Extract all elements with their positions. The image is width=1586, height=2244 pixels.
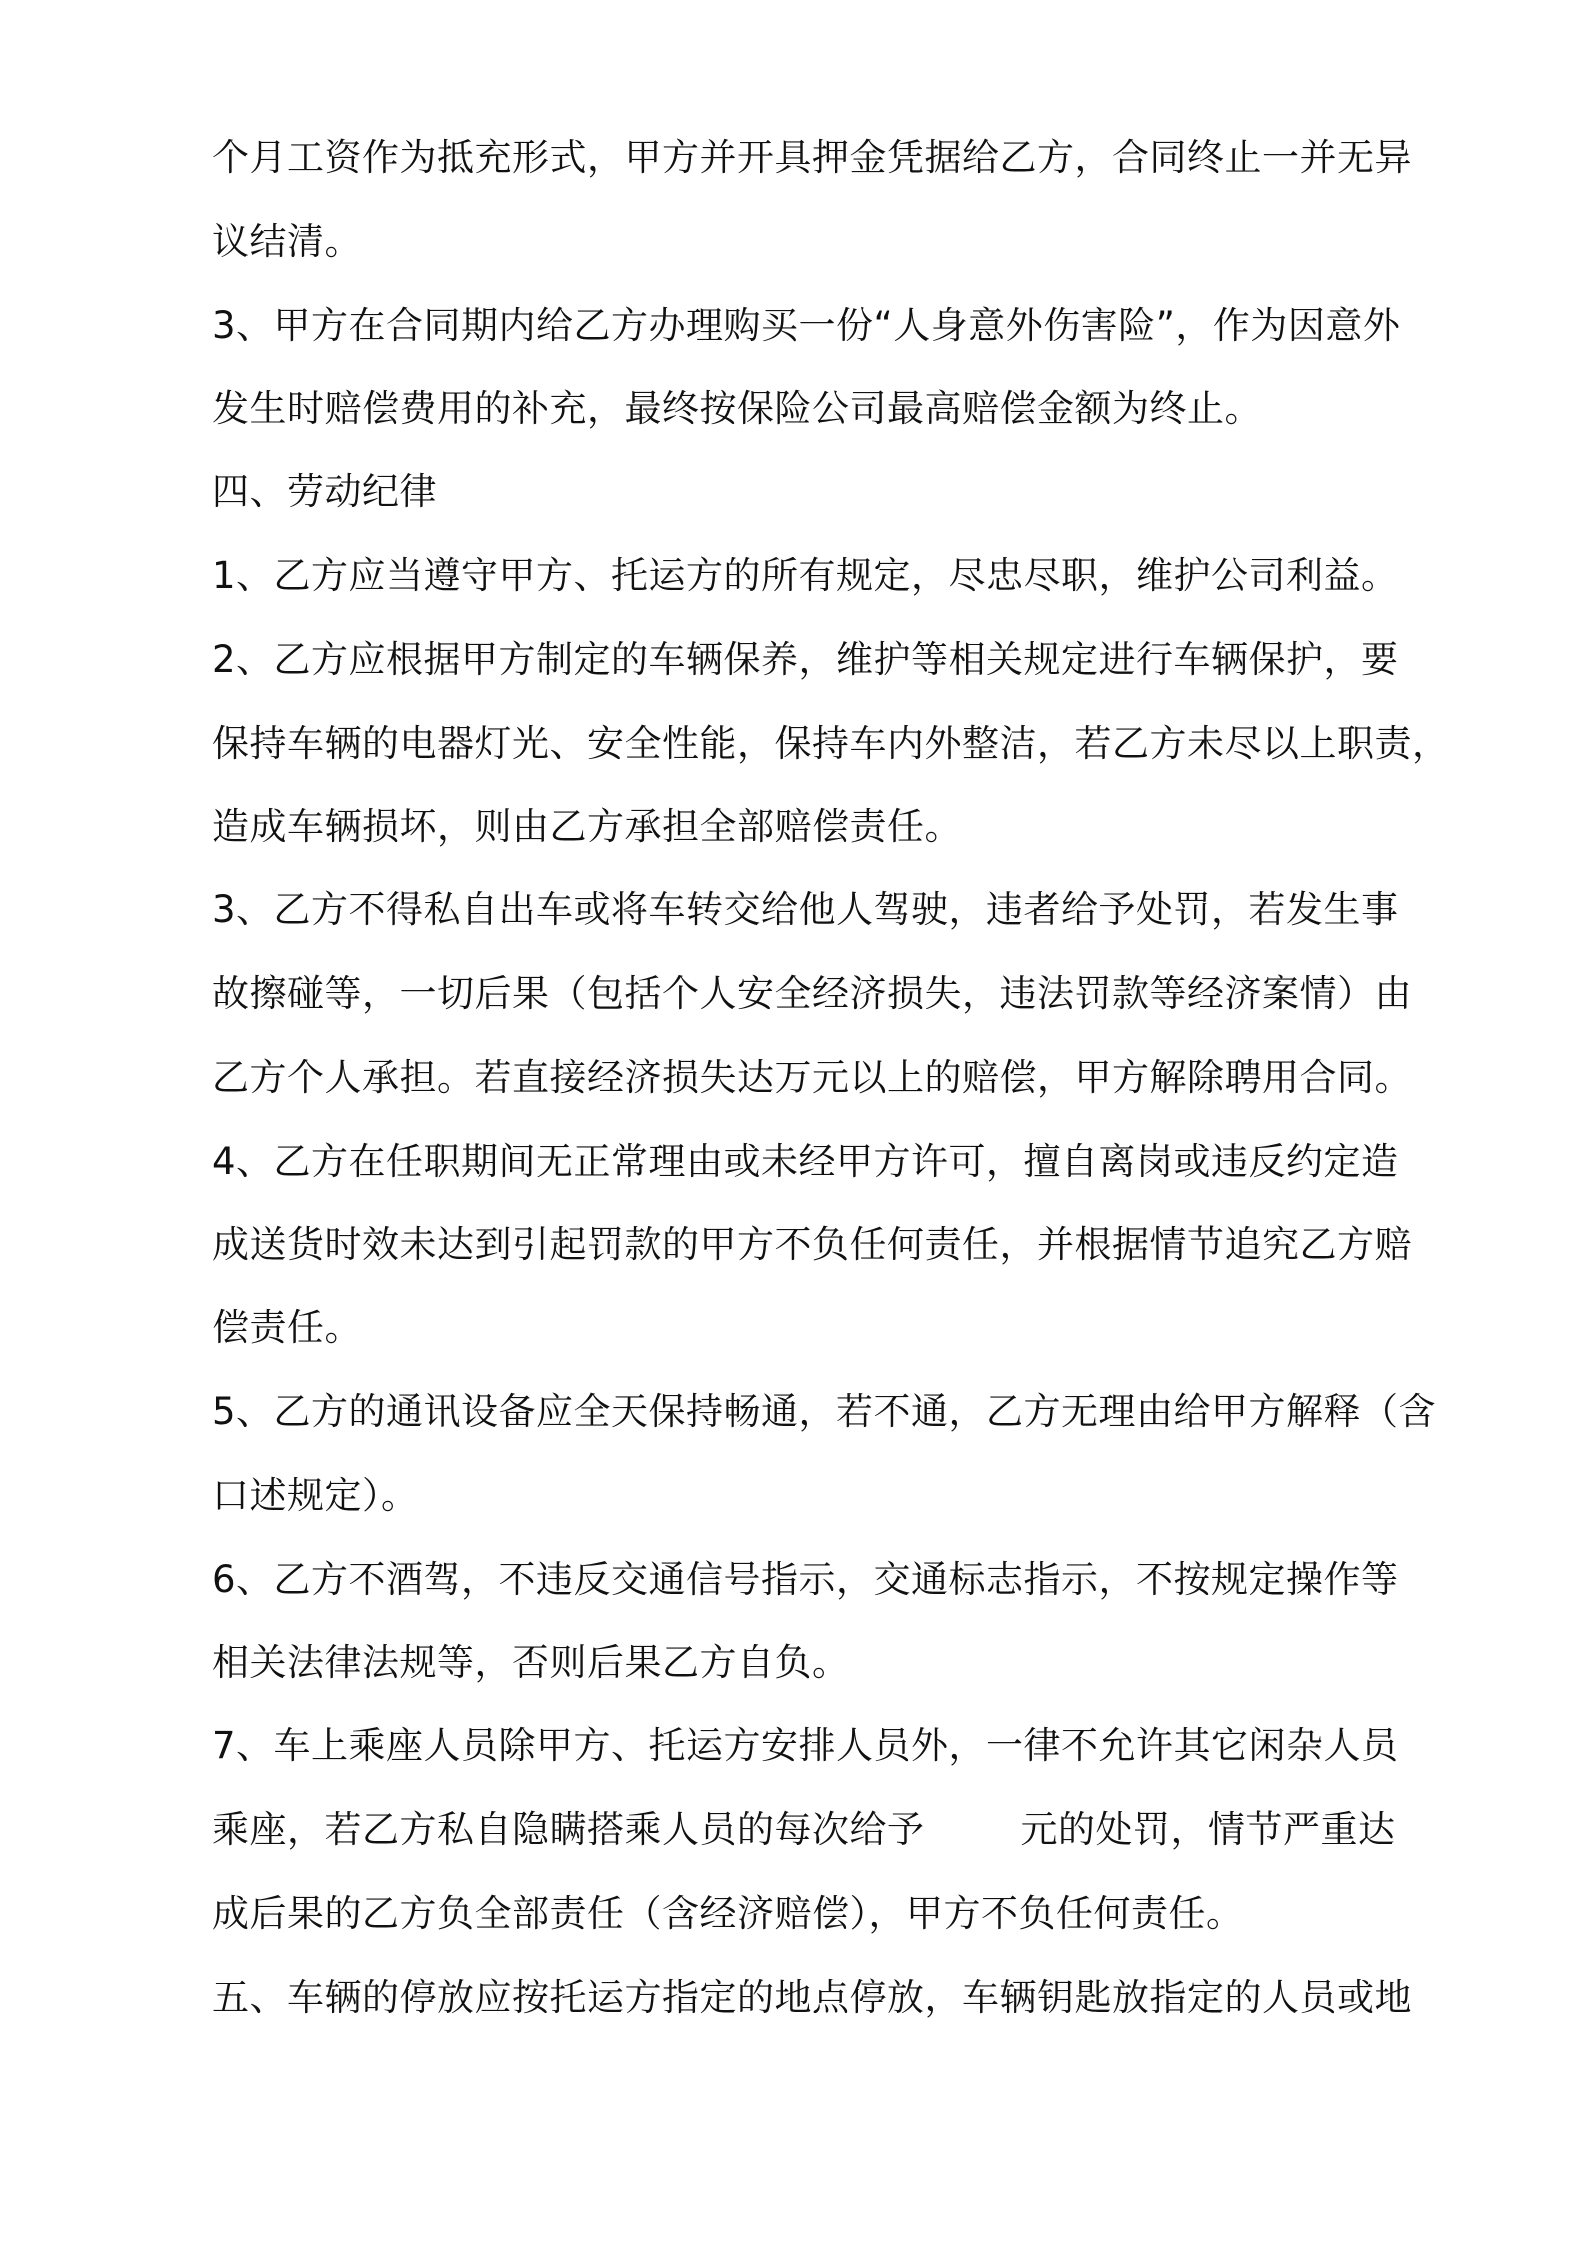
text-line: 相关法律法规等，否则后果乙方自负。 bbox=[212, 1641, 850, 1684]
text-line: 乙方个人承担。若直接经济损失达万元以上的赔偿，甲方解除聘用合同。 bbox=[212, 1056, 1412, 1099]
text-line bbox=[212, 1806, 1396, 1854]
text-line: 口述规定）。 bbox=[212, 1474, 419, 1517]
section-heading: 四、劳动纪律 bbox=[212, 470, 437, 513]
text-line: 2、乙方应根据甲方制定的车辆保养，维护等相关规定进行车辆保护，要 bbox=[212, 638, 1399, 681]
text-line: 3、乙方不得私自出车或将车转交给他人驾驶，违者给予处罚，若发生事 bbox=[212, 888, 1399, 931]
text-line: 成后果的乙方负全部责任（含经济赔偿），甲方不负任何责任。 bbox=[212, 1892, 1244, 1935]
text-line: 发生时赔偿费用的补充，最终按保险公司最高赔偿金额为终止。 bbox=[212, 387, 1262, 430]
text-line: 1、乙方应当遵守甲方、托运方的所有规定，尽忠尽职，维护公司利益。 bbox=[212, 554, 1399, 597]
text-line: 议结清。 bbox=[212, 220, 362, 263]
text-segment: 元的处罚，情节严重达 bbox=[1020, 1808, 1396, 1851]
text-line: 偿责任。 bbox=[212, 1306, 362, 1349]
text-line: 故擦碰等，一切后果（包括个人安全经济损失，违法罚款等经济案情）由 bbox=[212, 972, 1412, 1015]
text-line: 6、乙方不酒驾，不违反交通信号指示，交通标志指示，不按规定操作等 bbox=[212, 1558, 1399, 1601]
text-line: 3、甲方在合同期内给乙方办理购买一份“人身意外伤害险”，作为因意外 bbox=[212, 304, 1401, 347]
text-line: 造成车辆损坏，则由乙方承担全部赔偿责任。 bbox=[212, 805, 962, 848]
section-heading: 五、车辆的停放应按托运方指定的地点停放，车辆钥匙放指定的人员或地 bbox=[212, 1976, 1412, 2019]
text-line: 保持车辆的电器灯光、安全性能，保持车内外整洁，若乙方未尽以上职责， bbox=[212, 722, 1450, 765]
text-line: 5、乙方的通讯设备应全天保持畅通，若不通，乙方无理由给甲方解释（含 bbox=[212, 1390, 1437, 1433]
text-line: 7、车上乘座人员除甲方、托运方安排人员外，一律不允许其它闲杂人员 bbox=[212, 1724, 1399, 1767]
text-line: 个月工资作为抵充形式，甲方并开具押金凭据给乙方，合同终止一并无异 bbox=[212, 136, 1412, 179]
text-line: 成送货时效未达到引起罚款的甲方不负任何责任，并根据情节追究乙方赔 bbox=[212, 1223, 1412, 1266]
text-line: 4、乙方在任职期间无正常理由或未经甲方许可，擅自离岗或违反约定造 bbox=[212, 1140, 1399, 1183]
text-segment: 乘座，若乙方私自隐瞒搭乘人员的每次给予 bbox=[212, 1808, 925, 1851]
